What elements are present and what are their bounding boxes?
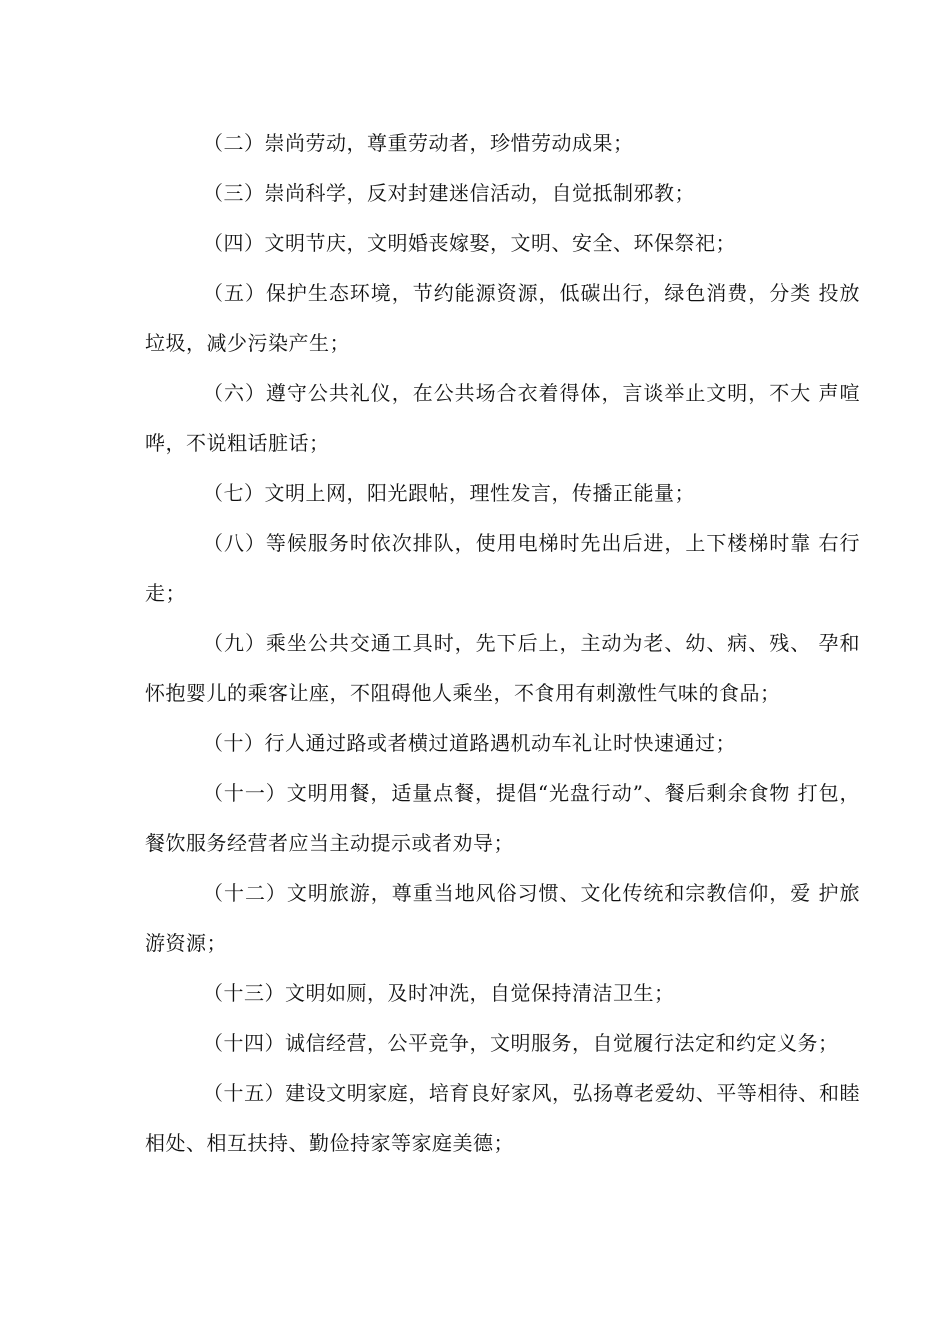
paragraph-item-13: （十三）文明如厕，及时冲洗，自觉保持清洁卫生；	[203, 981, 675, 1005]
paragraph-item-12: （十二）文明旅游，尊重当地风俗习惯、文化传统和宗教信仰，爱 护旅游资源；	[145, 881, 860, 955]
paragraph-item-11: （十一）文明用餐，适量点餐，提倡“光盘行动”、餐后剩余食物 打包，餐饮服务经营者应当主动提示或者劝导；	[145, 781, 860, 855]
paragraph-item-2: （二）崇尚劳动，尊重劳动者，珍惜劳动成果；	[203, 131, 634, 155]
paragraph-item-8: （八）等候服务时依次排队，使用电梯时先出后进，上下楼梯时靠 右行走；	[145, 531, 860, 605]
paragraph-item-4: （四）文明节庆，文明婚丧嫁娶，文明、安全、环保祭祀；	[203, 231, 736, 255]
paragraph-item-3: （三）崇尚科学，反对封建迷信活动，自觉抵制邪教；	[203, 181, 695, 205]
paragraph-item-10: （十）行人通过路或者横过道路遇机动车礼让时快速通过；	[203, 731, 736, 755]
paragraph-item-5: （五）保护生态环境，节约能源资源，低碳出行，绿色消费，分类 投放垃圾，减少污染产生；	[145, 281, 860, 355]
document-body	[145, 118, 860, 1168]
paragraph-item-9: （九）乘坐公共交通工具时，先下后上，主动为老、幼、病、残、 孕和怀抱婴儿的乘客让座，不阻碍他人乘坐，不食用有刺激性气味的食品；	[145, 631, 860, 705]
paragraph-item-15: （十五）建设文明家庭，培育良好家风，弘扬尊老爱幼、平等相待、和睦相处、相互扶持、勤俭持家等家庭美德；	[145, 1081, 860, 1155]
paragraph-item-7: （七）文明上网，阳光跟帖，理性发言，传播正能量；	[203, 481, 695, 505]
paragraph-item-6: （六）遵守公共礼仪，在公共场合衣着得体，言谈举止文明，不大 声喧哗，不说粗话脏话；	[145, 381, 860, 455]
paragraph-item-14: （十四）诚信经营，公平竞争，文明服务，自觉履行法定和约定义务；	[203, 1031, 839, 1055]
